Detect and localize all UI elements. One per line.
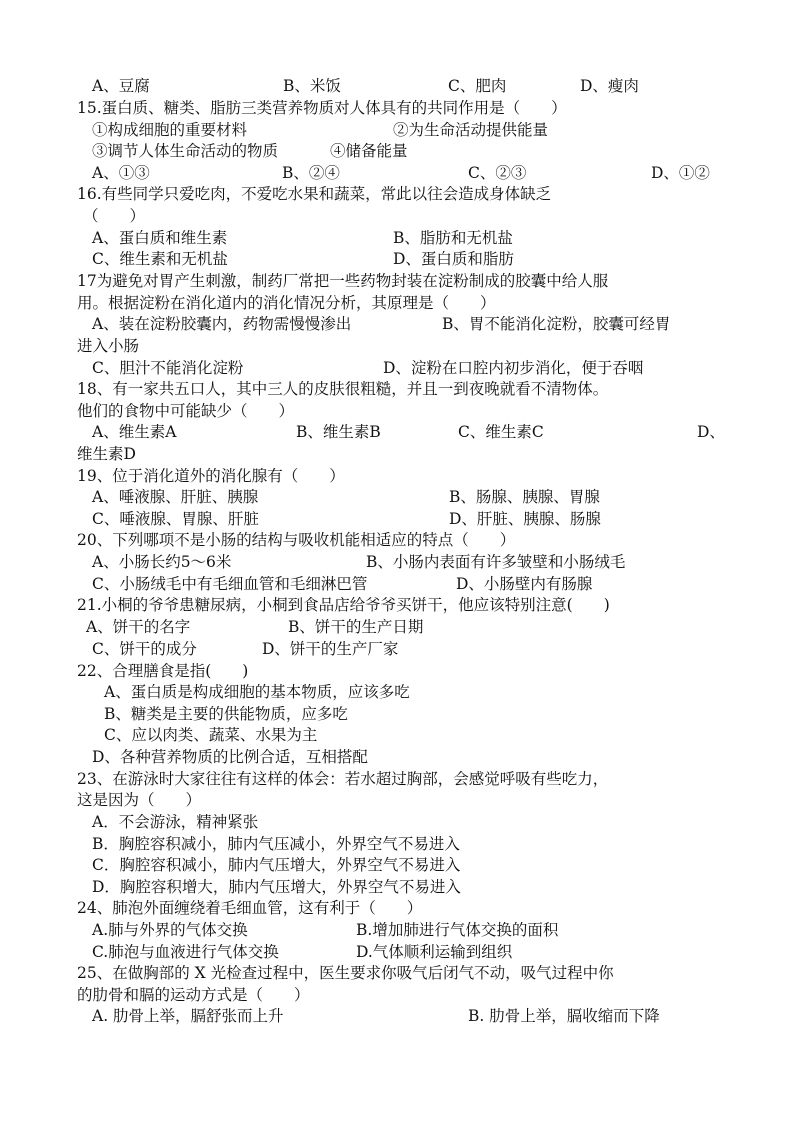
text-line: C、维生素C bbox=[458, 423, 544, 441]
text-line: D、蛋白质和脂肪 bbox=[393, 250, 514, 268]
text-line: C、维生素和无机盐 bbox=[92, 250, 228, 268]
text-line: B、糖类是主要的供能物质，应多吃 bbox=[104, 705, 348, 723]
text-line: A、小肠长约5～6米 bbox=[92, 553, 232, 571]
text-line: D.气体顺利运输到组织 bbox=[356, 943, 513, 961]
text-line: D、小肠壁内有肠腺 bbox=[456, 575, 593, 593]
text-line: 21.小桐的爷爷患糖尿病，小桐到食品店给爷爷买饼干，他应该特别注意( ) bbox=[77, 596, 610, 614]
text-line: C．胸腔容积减小，肺内气压增大，外界空气不易进入 bbox=[92, 856, 461, 874]
text-line: A、唾液腺、肝脏、胰腺 bbox=[92, 488, 259, 506]
text-line: 他们的食物中可能缺少（ ） bbox=[77, 402, 295, 420]
text-line: D、 bbox=[697, 423, 725, 441]
text-line: 15.蛋白质、糖类、脂肪三类营养物质对人体具有的共同作用是（ ） bbox=[77, 99, 567, 117]
text-line: C.肺泡与血液进行气体交换 bbox=[92, 943, 279, 961]
text-line: A、蛋白质是构成细胞的基本物质，应该多吃 bbox=[104, 683, 410, 701]
text-line: A．不会游泳，精神紧张 bbox=[92, 813, 259, 831]
text-line: C、唾液腺、胃腺、肝脏 bbox=[92, 510, 259, 528]
text-line: A、蛋白质和维生素 bbox=[92, 229, 228, 247]
text-line: ③调节人体生命活动的物质 bbox=[92, 142, 279, 160]
text-line: C、胆汁不能消化淀粉 bbox=[92, 359, 244, 377]
text-line: 的肋骨和膈的运动方式是（ ） bbox=[77, 986, 310, 1004]
text-line: 17为避免对胃产生刺激，制药厂常把一些药物封装在淀粉制成的胶囊中给人服 bbox=[77, 272, 609, 290]
text-line: 维生素D bbox=[77, 445, 136, 463]
text-line: A、饼干的名字 bbox=[86, 618, 191, 636]
text-line: A、①③ bbox=[92, 164, 150, 182]
text-line: 用。根据淀粉在消化道内的消化情况分析，其原理是（ ） bbox=[77, 294, 496, 312]
text-line: B、胃不能消化淀粉，胶囊可经胃 bbox=[442, 315, 671, 333]
text-line: B. 肋骨上举，膈收缩而下降 bbox=[468, 1007, 660, 1025]
text-line: ④储备能量 bbox=[330, 142, 408, 160]
text-line: D、各种营养物质的比例合适，互相搭配 bbox=[92, 748, 368, 766]
text-line: B、小肠内表面有许多皱壁和小肠绒毛 bbox=[366, 553, 626, 571]
text-line: A.肺与外界的气体交换 bbox=[92, 921, 248, 939]
text-line: C、小肠绒毛中有毛细血管和毛细淋巴管 bbox=[92, 575, 368, 593]
text-line: 23、在游泳时大家往往有这样的体会：若水超过胸部，会感觉呼吸有些吃力， bbox=[77, 770, 609, 788]
text-line: 这是因为（ ） bbox=[77, 791, 202, 809]
text-line: B、②④ bbox=[282, 164, 340, 182]
text-line: 16.有些同学只爱吃肉，不爱吃水果和蔬菜，常此以往会造成身体缺乏 bbox=[77, 185, 552, 203]
text-line: D．胸腔容积增大，肺内气压增大，外界空气不易进入 bbox=[92, 878, 461, 896]
text-line: B、肠腺、胰腺、胃腺 bbox=[449, 488, 600, 506]
text-line: B.增加肺进行气体交换的面积 bbox=[356, 921, 559, 939]
text-line: A、维生素A bbox=[92, 423, 177, 441]
text-line: D、饼干的生产厂家 bbox=[262, 640, 399, 658]
text-line: A、豆腐 bbox=[92, 77, 150, 95]
text-line: ①构成细胞的重要材料 bbox=[92, 121, 248, 139]
text-line: 18、有一家共五口人，其中三人的皮肤很粗糙，并且一到夜晚就看不清物体。 bbox=[77, 380, 609, 398]
text-line: C、应以肉类、蔬菜、水果为主 bbox=[104, 726, 318, 744]
text-line: 22、合理膳食是指( ) bbox=[77, 662, 249, 680]
text-line: B、米饭 bbox=[283, 77, 341, 95]
text-line: D、肝脏、胰腺、肠腺 bbox=[449, 510, 601, 528]
text-line: D、①② bbox=[651, 164, 710, 182]
text-line: C、②③ bbox=[468, 164, 527, 182]
text-line: ②为生命活动提供能量 bbox=[393, 121, 549, 139]
text-line: B．胸腔容积减小，肺内气压减小，外界空气不易进入 bbox=[92, 835, 460, 853]
text-line: 20、下列哪项不是小肠的结构与吸收机能相适应的特点（ ） bbox=[77, 531, 516, 549]
text-line: D、淀粉在口腔内初步消化，便于吞咽 bbox=[383, 359, 644, 377]
text-line: A. 肋骨上举，膈舒张而上升 bbox=[92, 1007, 284, 1025]
text-line: 24、肺泡外面缠绕着毛细血管，这有利于（ ） bbox=[77, 899, 423, 917]
text-line: 进入小肠 bbox=[77, 337, 140, 355]
text-line: 25、在做胸部的 X 光检查过程中，医生要求你吸气后闭气不动，吸气过程中你 bbox=[77, 964, 614, 982]
text-line: C、肥肉 bbox=[448, 77, 507, 95]
text-line: （ ） bbox=[83, 207, 146, 225]
text-line: C、饼干的成分 bbox=[92, 640, 197, 658]
text-line: B、脂肪和无机盐 bbox=[393, 229, 513, 247]
text-line: 19、位于消化道外的消化腺有（ ） bbox=[77, 467, 345, 485]
text-line: A、装在淀粉胶囊内，药物需慢慢渗出 bbox=[92, 315, 352, 333]
text-line: D、瘦肉 bbox=[580, 77, 639, 95]
text-line: B、维生素B bbox=[296, 423, 381, 441]
text-line: B、饼干的生产日期 bbox=[288, 618, 424, 636]
